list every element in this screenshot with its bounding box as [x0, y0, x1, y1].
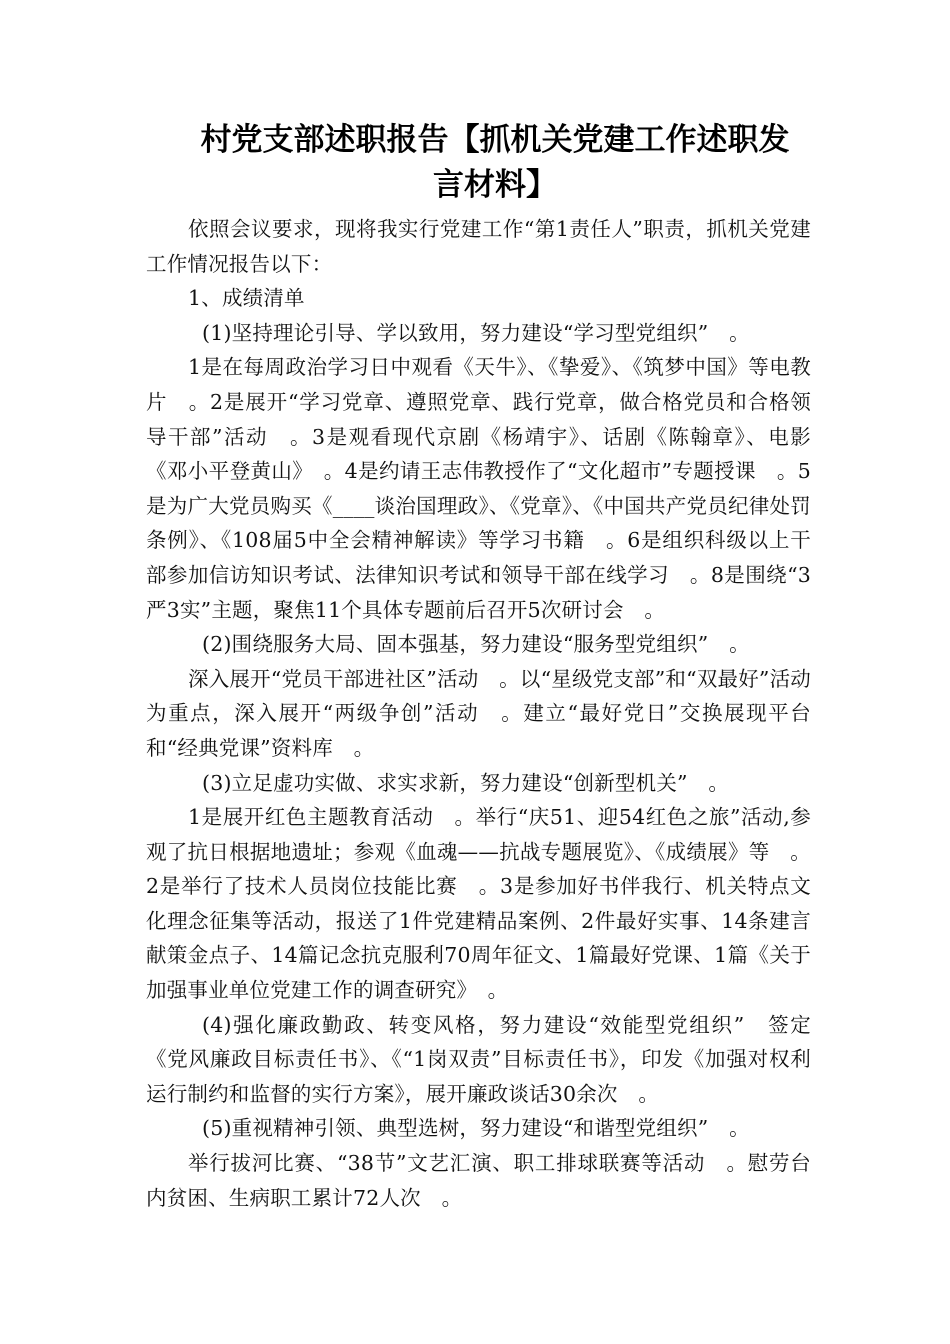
subheading-service-party: (2)围绕服务大局、固本强基，努力建设“服务型党组织” 。	[202, 632, 750, 657]
paragraph-learning-details: 1是在每周政治学习日中观看《天牛》、《挚爱》、《筑梦中国》等电教片 。2是展开“学习党章、遵照党章、践行党章，做合格党员和合格领导干部”活动 。3是观看现代京剧《杨靖宇》、话剧《陈翰章》、电影《邓小平登黄山》 。4是约请王志伟教授作了“文化超市”专题授课 。5是为广大党员购买《____谈治国理政》、《党章》、《中国共产党员纪律处罚条例》、《108届5中全会精神解读》等学习书籍 。6是组织科级以上干部参加信访知识考试、法律知识考试和领导干部在线学习 。8是围绕“3严3实”主题，聚焦11个具体专题前后召开5次研讨会 。	[146, 355, 811, 622]
paragraph-service-details: 深入展开“党员干部进社区”活动 。以“星级党支部”和“双最好”活动为重点，深入展开“两级争创”活动 。建立“最好党日”交换展现平台和“经典党课”资料库 。	[146, 666, 811, 760]
title-line-1: 村党支部述职报告【抓机关党建工作述职发	[200, 122, 790, 158]
intro-paragraph: 依照会议要求，现将我实行党建工作“第1责任人”职责，抓机关党建工作情况报告以下：	[146, 217, 811, 276]
paragraph-harmony-details: 举行拔河比赛、“38节”文艺汇演、职工排球联赛等活动 。慰劳台内贫困、生病职工累计72人次 。	[146, 1151, 811, 1210]
section-heading-achievements: 1、成绩清单	[188, 286, 305, 311]
paragraph-innovation-details: 1是展开红色主题教育活动 。举行“庆51、迎54红色之旅”活动,参观了抗日根据地遗址；参观《血魂——抗战专题展览》、《成绩展》等 。2是举行了技术人员岗位技能比赛 。3是参加好书伴我行、机关特点文化理念征集等活动，报送了1件党建精品案例、2件最好实事、14条建言献策金点子、14篇记念抗克服利70周年征文、1篇最好党课、1篇《关于加强事业单位党建工作的调查研究》 。	[146, 805, 811, 1003]
subheading-innovation-organ: (3)立足虚功实做、求实求新，努力建设“创新型机关” 。	[202, 770, 730, 795]
title-line-2: 言材料】	[433, 167, 557, 203]
subheading-efficiency-party: (4)强化廉政勤政、转变风格，努力建设“效能型党组织” 签定《党风廉政目标责任书》、《“1岗双责”目标责任书》，印发《加强对权利运行制约和监督的实行方案》，展开廉政谈话30余次 。	[146, 1012, 811, 1106]
document-title	[150, 118, 840, 208]
subheading-harmony-party: (5)重视精神引领、典型选树，努力建设“和谐型党组织” 。	[202, 1116, 750, 1141]
subheading-learning-party: (1)坚持理论引导、学以致用，努力建设“学习型党组织” 。	[202, 320, 750, 345]
document-body	[146, 212, 811, 1215]
